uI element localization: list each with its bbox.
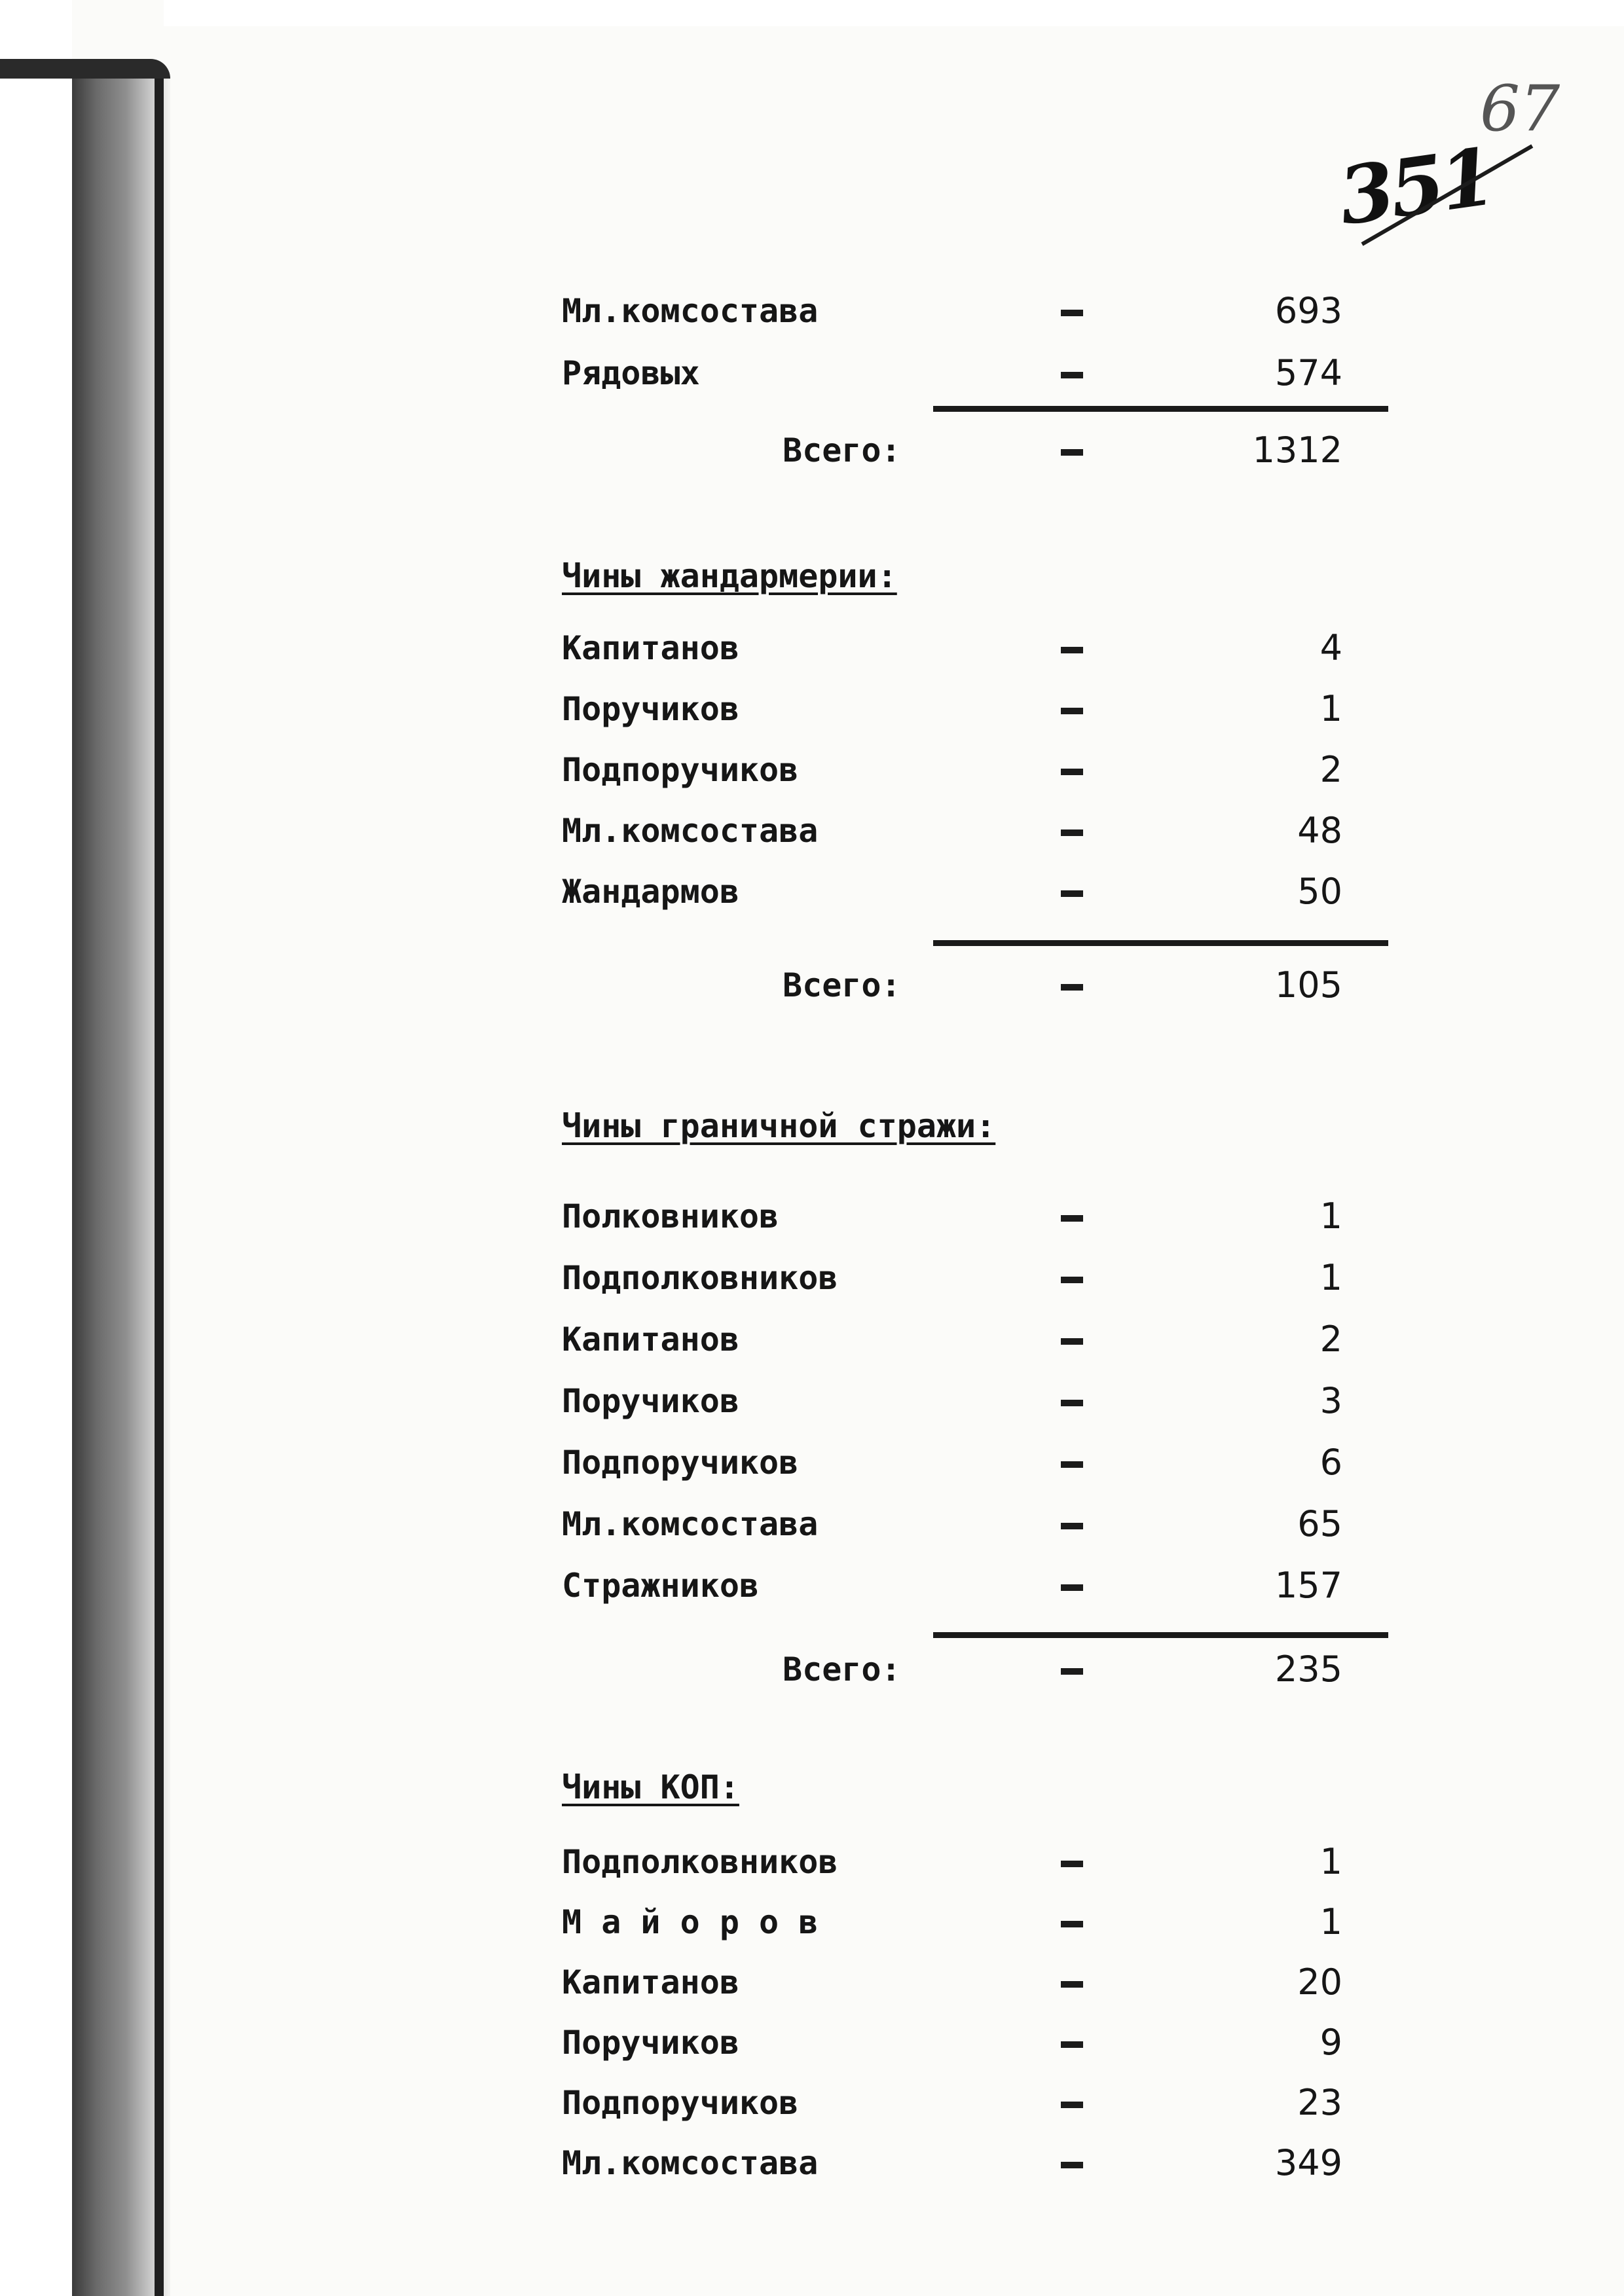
handwritten-archive-number: 67 xyxy=(1480,72,1560,145)
dash-separator xyxy=(1061,708,1083,714)
section-heading: Чины граничной стражи: xyxy=(562,1107,996,1145)
row-value: 2 xyxy=(1320,749,1342,790)
list-item xyxy=(0,683,1624,735)
row-label: Мл.комсостава xyxy=(562,1505,819,1543)
dash-separator xyxy=(1061,1461,1083,1468)
dash-separator xyxy=(1061,829,1083,836)
row-value: 23 xyxy=(1297,2082,1342,2123)
dash-separator xyxy=(1061,890,1083,897)
row-label: Капитанов xyxy=(562,629,739,667)
binding-top-edge xyxy=(0,59,170,79)
row-label: Поручиков xyxy=(562,1382,739,1420)
list-item xyxy=(0,2077,1624,2129)
sum-rule xyxy=(933,940,1388,946)
dash-separator xyxy=(1061,310,1083,316)
row-value: 1 xyxy=(1320,1841,1342,1882)
dash-separator xyxy=(1061,984,1083,991)
row-value: 574 xyxy=(1274,352,1342,393)
list-item xyxy=(0,1559,1624,1612)
row-label: Подполковников xyxy=(562,1259,838,1297)
dash-separator xyxy=(1061,1338,1083,1345)
dash-separator xyxy=(1061,1981,1083,1988)
total-row xyxy=(0,424,1624,477)
sum-rule xyxy=(933,406,1388,412)
row-value: 157 xyxy=(1274,1565,1342,1606)
list-item xyxy=(0,1956,1624,2009)
row-value: 1 xyxy=(1320,1257,1342,1298)
dash-separator xyxy=(1061,1668,1083,1675)
list-item xyxy=(0,622,1624,674)
row-label: М а й о р о в xyxy=(562,1903,819,1941)
row-label: Жандармов xyxy=(562,873,739,911)
dash-separator xyxy=(1061,1921,1083,1927)
row-value: 65 xyxy=(1297,1503,1342,1544)
total-row xyxy=(0,1643,1624,1696)
row-label: Поручиков xyxy=(562,690,739,728)
total-value: 235 xyxy=(1274,1649,1342,1690)
list-item xyxy=(0,866,1624,918)
row-value: 1 xyxy=(1320,1195,1342,1237)
row-label: Подпоручиков xyxy=(562,751,799,789)
list-item xyxy=(0,2137,1624,2189)
total-value: 105 xyxy=(1274,964,1342,1006)
row-label: Подполковников xyxy=(562,1843,838,1881)
list-item xyxy=(0,2016,1624,2069)
sum-rule xyxy=(933,1632,1388,1638)
row-label: Стражников xyxy=(562,1567,760,1605)
section-heading: Чины КОП: xyxy=(562,1768,739,1806)
section-heading-row xyxy=(0,550,1624,602)
row-value: 1 xyxy=(1320,688,1342,729)
dash-separator xyxy=(1061,1584,1083,1591)
list-item xyxy=(0,1436,1624,1489)
dash-separator xyxy=(1061,769,1083,775)
list-item xyxy=(0,285,1624,337)
dash-separator xyxy=(1061,449,1083,456)
section-heading-row xyxy=(0,1100,1624,1152)
list-item xyxy=(0,744,1624,796)
row-value: 48 xyxy=(1297,810,1342,851)
row-value: 4 xyxy=(1320,627,1342,668)
dash-separator xyxy=(1061,647,1083,653)
dash-separator xyxy=(1061,1215,1083,1222)
row-value: 349 xyxy=(1274,2142,1342,2183)
list-item xyxy=(0,1190,1624,1243)
dash-separator xyxy=(1061,1400,1083,1406)
dash-separator xyxy=(1061,2102,1083,2108)
total-value: 1312 xyxy=(1252,429,1342,471)
section-heading: Чины жандармерии: xyxy=(562,557,897,595)
row-label: Подпоручиков xyxy=(562,1444,799,1482)
list-item xyxy=(0,1313,1624,1366)
row-label: Полковников xyxy=(562,1197,779,1235)
dash-separator xyxy=(1061,2041,1083,2048)
row-label: Мл.комсостава xyxy=(562,292,819,330)
row-label: Капитанов xyxy=(562,1963,739,2001)
page-top-margin xyxy=(164,0,1624,26)
row-value: 9 xyxy=(1320,2022,1342,2063)
dash-separator xyxy=(1061,2162,1083,2168)
row-value: 6 xyxy=(1320,1442,1342,1483)
row-label: Капитанов xyxy=(562,1321,739,1358)
row-value: 1 xyxy=(1320,1901,1342,1942)
list-item xyxy=(0,1896,1624,1948)
total-row xyxy=(0,959,1624,1011)
row-label: Рядовых xyxy=(562,354,700,392)
row-label: Мл.комсостава xyxy=(562,2144,819,2182)
row-value: 3 xyxy=(1320,1380,1342,1421)
total-label: Всего: xyxy=(783,1650,901,1688)
total-label: Всего: xyxy=(783,431,901,469)
list-item xyxy=(0,1836,1624,1888)
row-label: Мл.комсостава xyxy=(562,812,819,850)
row-value: 20 xyxy=(1297,1961,1342,2003)
dash-separator xyxy=(1061,1277,1083,1283)
row-label: Подпоручиков xyxy=(562,2084,799,2122)
dash-separator xyxy=(1061,1523,1083,1529)
dash-separator xyxy=(1061,372,1083,378)
row-value: 2 xyxy=(1320,1319,1342,1360)
dash-separator xyxy=(1061,1861,1083,1867)
list-item xyxy=(0,805,1624,857)
list-item xyxy=(0,347,1624,399)
handwritten-page-number: 351 xyxy=(1333,130,1498,244)
list-item xyxy=(0,1375,1624,1427)
list-item xyxy=(0,1252,1624,1304)
section-heading-row xyxy=(0,1761,1624,1813)
row-value: 50 xyxy=(1297,871,1342,912)
total-label: Всего: xyxy=(783,966,901,1004)
list-item xyxy=(0,1498,1624,1550)
row-value: 693 xyxy=(1274,290,1342,331)
row-label: Поручиков xyxy=(562,2024,739,2062)
